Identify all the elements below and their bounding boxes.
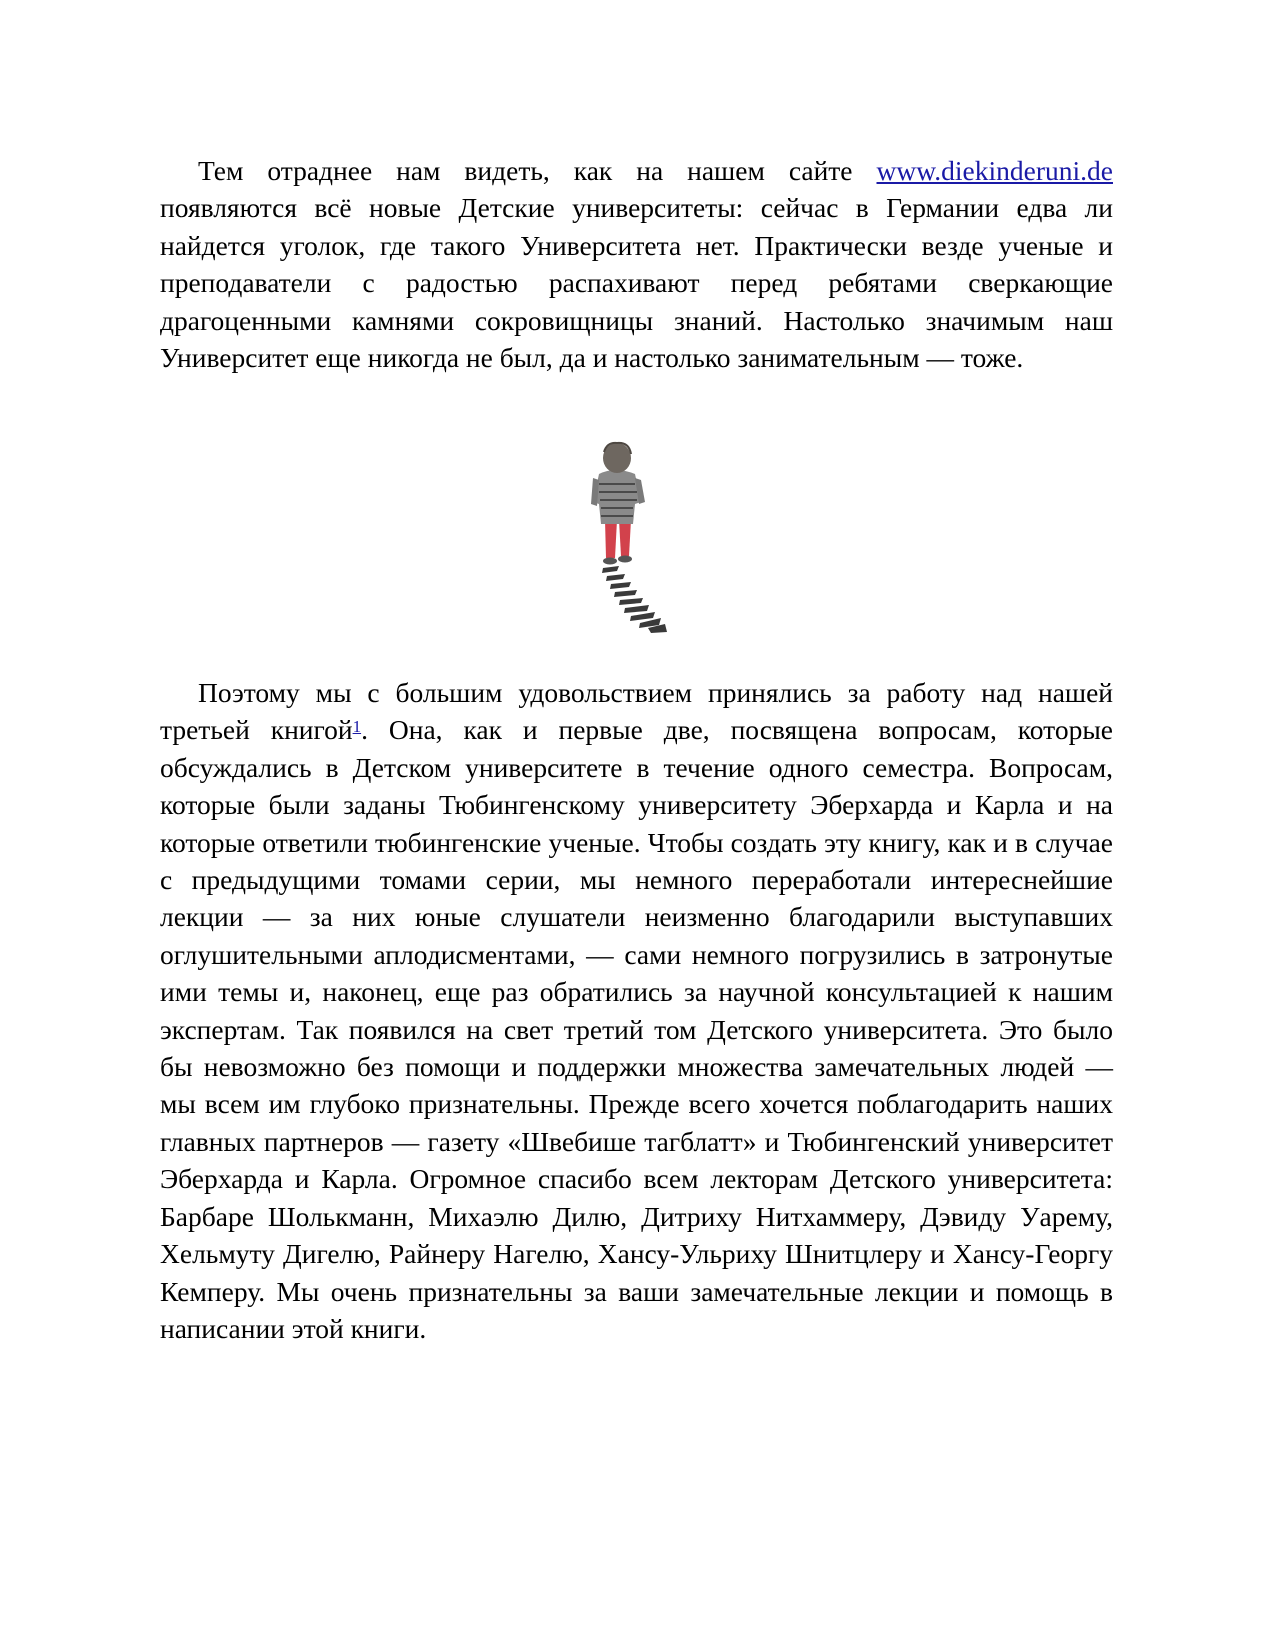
paragraph-1 <box>160 152 1113 376</box>
walking-child-illustration <box>585 440 690 635</box>
footnote-reference[interactable]: 1 <box>352 717 362 737</box>
website-link[interactable]: www.diekinderuni.de <box>876 155 1113 186</box>
paragraph-1-text-end: появляются всё новые Детские университеты: сейчас в Германии едва ли найдется уголок, где такого Университета нет. Практически везде ученые и преподаватели с радостью распахивают перед ребятами сверкающие драгоценными камнями сокровищницы знаний. Настолько значимым наш Университет еще никогда не был, да и настолько занимательным — тоже. <box>160 192 1113 374</box>
paragraph-1-text-start: Тем отраднее нам видеть, как на нашем сайте <box>198 155 877 186</box>
shadow <box>602 566 667 633</box>
paragraph-2 <box>160 674 1113 1347</box>
legs <box>605 520 631 558</box>
paragraph-2-text-start: Поэтому мы с большим удовольствием принялись за работу над нашей третьей книгой <box>160 677 1113 746</box>
paragraph-2-text-end: . Она, как и первые две, посвящена вопросам, которые обсуждались в Детском университете в течение одного семестра. Вопросам, которые были заданы Тюбингенскому университету Эберхарда и Карла и на которые ответили тюбингенские ученые. Чтобы создать эту книгу, как и в случае с предыдущими томами серии, мы немного переработали интереснейшие лекции — за них юные слушатели неизменно благодарили выступавших оглушительными аплодисментами, — сами немного погрузились в затронутые ими темы и, наконец, еще раз обратились за научной консультацией к нашим экспертам. Так появился на свет третий том Детского университета. Это было бы невозможно без помощи и поддержки множества замечательных людей — мы всем им глубоко признательны. Прежде всего хочется поблагодарить наших главных партнеров — газету «Швебише тагблатт» и Тюбингенский университет Эберхарда и Карла. Огромное спасибо всем лекторам Детского университета: Барбаре Шолькманн, Михаэлю Дилю, Дитриху Нитхаммеру, Дэвиду Уарему, Хельмуту Дигелю, Райнеру Нагелю, Хансу-Ульриху Шнитцлеру и Хансу-Георгу Кемперу. Мы очень признательны за ваши замечательные лекции и помощь в написании этой книги. <box>160 714 1114 1344</box>
